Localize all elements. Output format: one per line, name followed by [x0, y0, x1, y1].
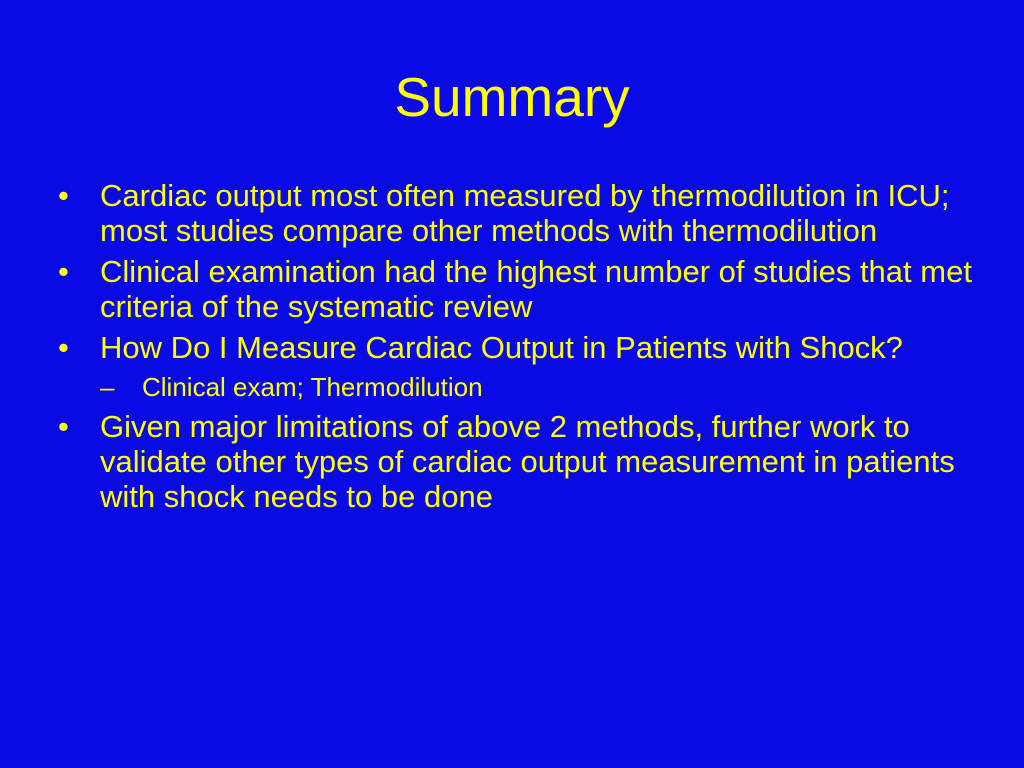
- sub-bullet-list: [100, 371, 976, 403]
- bullet-list: [56, 178, 976, 520]
- bullet-item: [56, 254, 976, 324]
- bullet-text: Cardiac output most often measured by thermodilution in ICU; most studies compare other methods with thermodilution: [100, 178, 950, 248]
- slide-title: Summary: [394, 66, 630, 128]
- bullet-item: [56, 178, 976, 248]
- bullet-item: [56, 330, 976, 403]
- bullet-marker: •: [58, 409, 69, 444]
- sub-bullet-item: [100, 371, 976, 403]
- bullet-text: Given major limitations of above 2 methods, further work to validate other types of cardiac output measurement in patients with shock needs to be done: [100, 409, 955, 514]
- bullet-marker: •: [58, 254, 69, 289]
- bullet-item: [56, 409, 976, 514]
- bullet-marker: •: [58, 178, 69, 213]
- bullet-text: Clinical examination had the highest number of studies that met criteria of the systematic review: [100, 254, 972, 324]
- bullet-text: How Do I Measure Cardiac Output in Patients with Shock?: [100, 330, 903, 365]
- sub-bullet-marker: –: [100, 372, 115, 402]
- sub-bullet-text: Clinical exam; Thermodilution: [142, 372, 483, 402]
- bullet-marker: •: [58, 330, 69, 365]
